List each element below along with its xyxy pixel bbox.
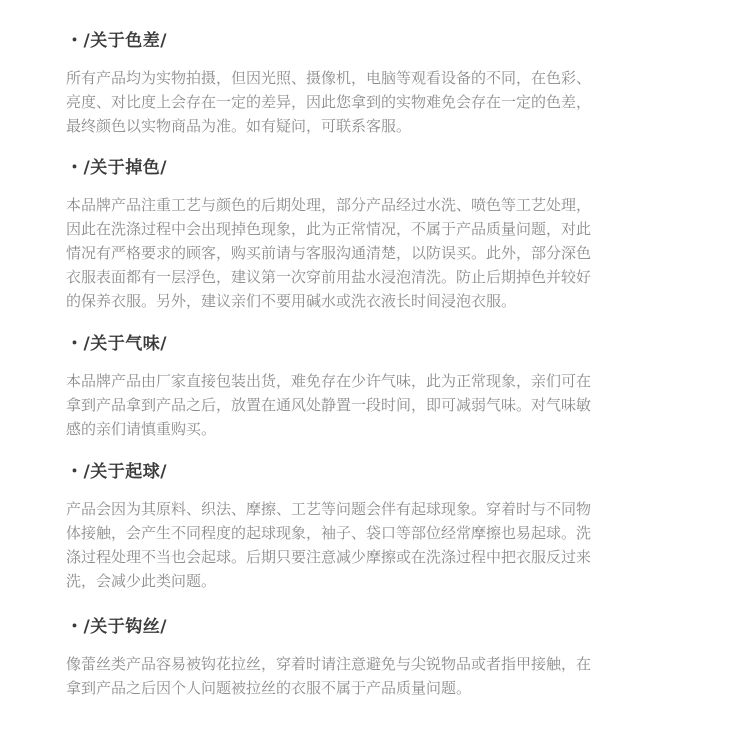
section-heading: ・/关于气味/ bbox=[66, 334, 167, 354]
body-line: 亮度、对比度上会存在一定的差异，因此您拿到的实物难免会存在一定的色差， bbox=[66, 93, 592, 111]
section-heading: ・/关于钩丝/ bbox=[66, 617, 167, 637]
section-body bbox=[66, 369, 706, 441]
body-line: 体接触，会产生不同程度的起球现象，袖子、袋口等部位经常摩擦也易起球。洗 bbox=[66, 524, 592, 542]
body-line: 所有产品均为实物拍摄，但因光照、摄像机，电脑等观看设备的不同，在色彩、 bbox=[66, 69, 592, 87]
body-line: 的保养衣服。另外，建议亲们不要用碱水或洗衣液长时间浸泡衣服。 bbox=[66, 292, 517, 310]
section-pilling bbox=[66, 461, 706, 593]
body-line: 情况有严格要求的顾客，购买前请与客服沟通清楚，以防误买。此外，部分深色 bbox=[66, 244, 592, 262]
section-color-fading bbox=[66, 157, 706, 313]
body-line: 拿到产品拿到产品之后，放置在通风处静置一段时间，即可减弱气味。对气味敏 bbox=[66, 396, 592, 414]
section-odor bbox=[66, 333, 706, 441]
section-snagging bbox=[66, 616, 706, 700]
section-heading: ・/关于色差/ bbox=[66, 31, 167, 51]
section-body bbox=[66, 652, 706, 700]
body-line: 本品牌产品注重工艺与颜色的后期处理，部分产品经过水洗、喷色等工艺处理， bbox=[66, 196, 592, 214]
section-heading: ・/关于起球/ bbox=[66, 462, 167, 482]
section-color-difference bbox=[66, 30, 706, 138]
body-line: 最终颜色以实物商品为准。如有疑问，可联系客服。 bbox=[66, 117, 412, 135]
body-line: 涤过程处理不当也会起球。后期只要注意减少摩擦或在洗涤过程中把衣服反过来 bbox=[66, 548, 592, 566]
body-line: 因此在洗涤过程中会出现掉色现象，此为正常情况，不属于产品质量问题，对此 bbox=[66, 220, 592, 238]
body-line: 衣服表面都有一层浮色，建议第一次穿前用盐水浸泡清洗。防止后期掉色并较好 bbox=[66, 268, 592, 286]
body-line: 本品牌产品由厂家直接包装出货，难免存在少许气味，此为正常现象，亲们可在 bbox=[66, 372, 592, 390]
section-body bbox=[66, 66, 706, 138]
section-body bbox=[66, 193, 706, 313]
body-line: 像蕾丝类产品容易被钩花拉丝，穿着时请注意避免与尖锐物品或者指甲接触，在 bbox=[66, 655, 592, 673]
body-line: 产品会因为其原料、织法、摩擦、工艺等问题会伴有起球现象。穿着时与不同物 bbox=[66, 500, 592, 518]
body-line: 拿到产品之后因个人问题被拉丝的衣服不属于产品质量问题。 bbox=[66, 679, 472, 697]
section-heading: ・/关于掉色/ bbox=[66, 158, 167, 178]
body-line: 感的亲们请慎重购买。 bbox=[66, 420, 217, 438]
body-line: 洗，会减少此类问题。 bbox=[66, 572, 217, 590]
section-body bbox=[66, 497, 706, 593]
